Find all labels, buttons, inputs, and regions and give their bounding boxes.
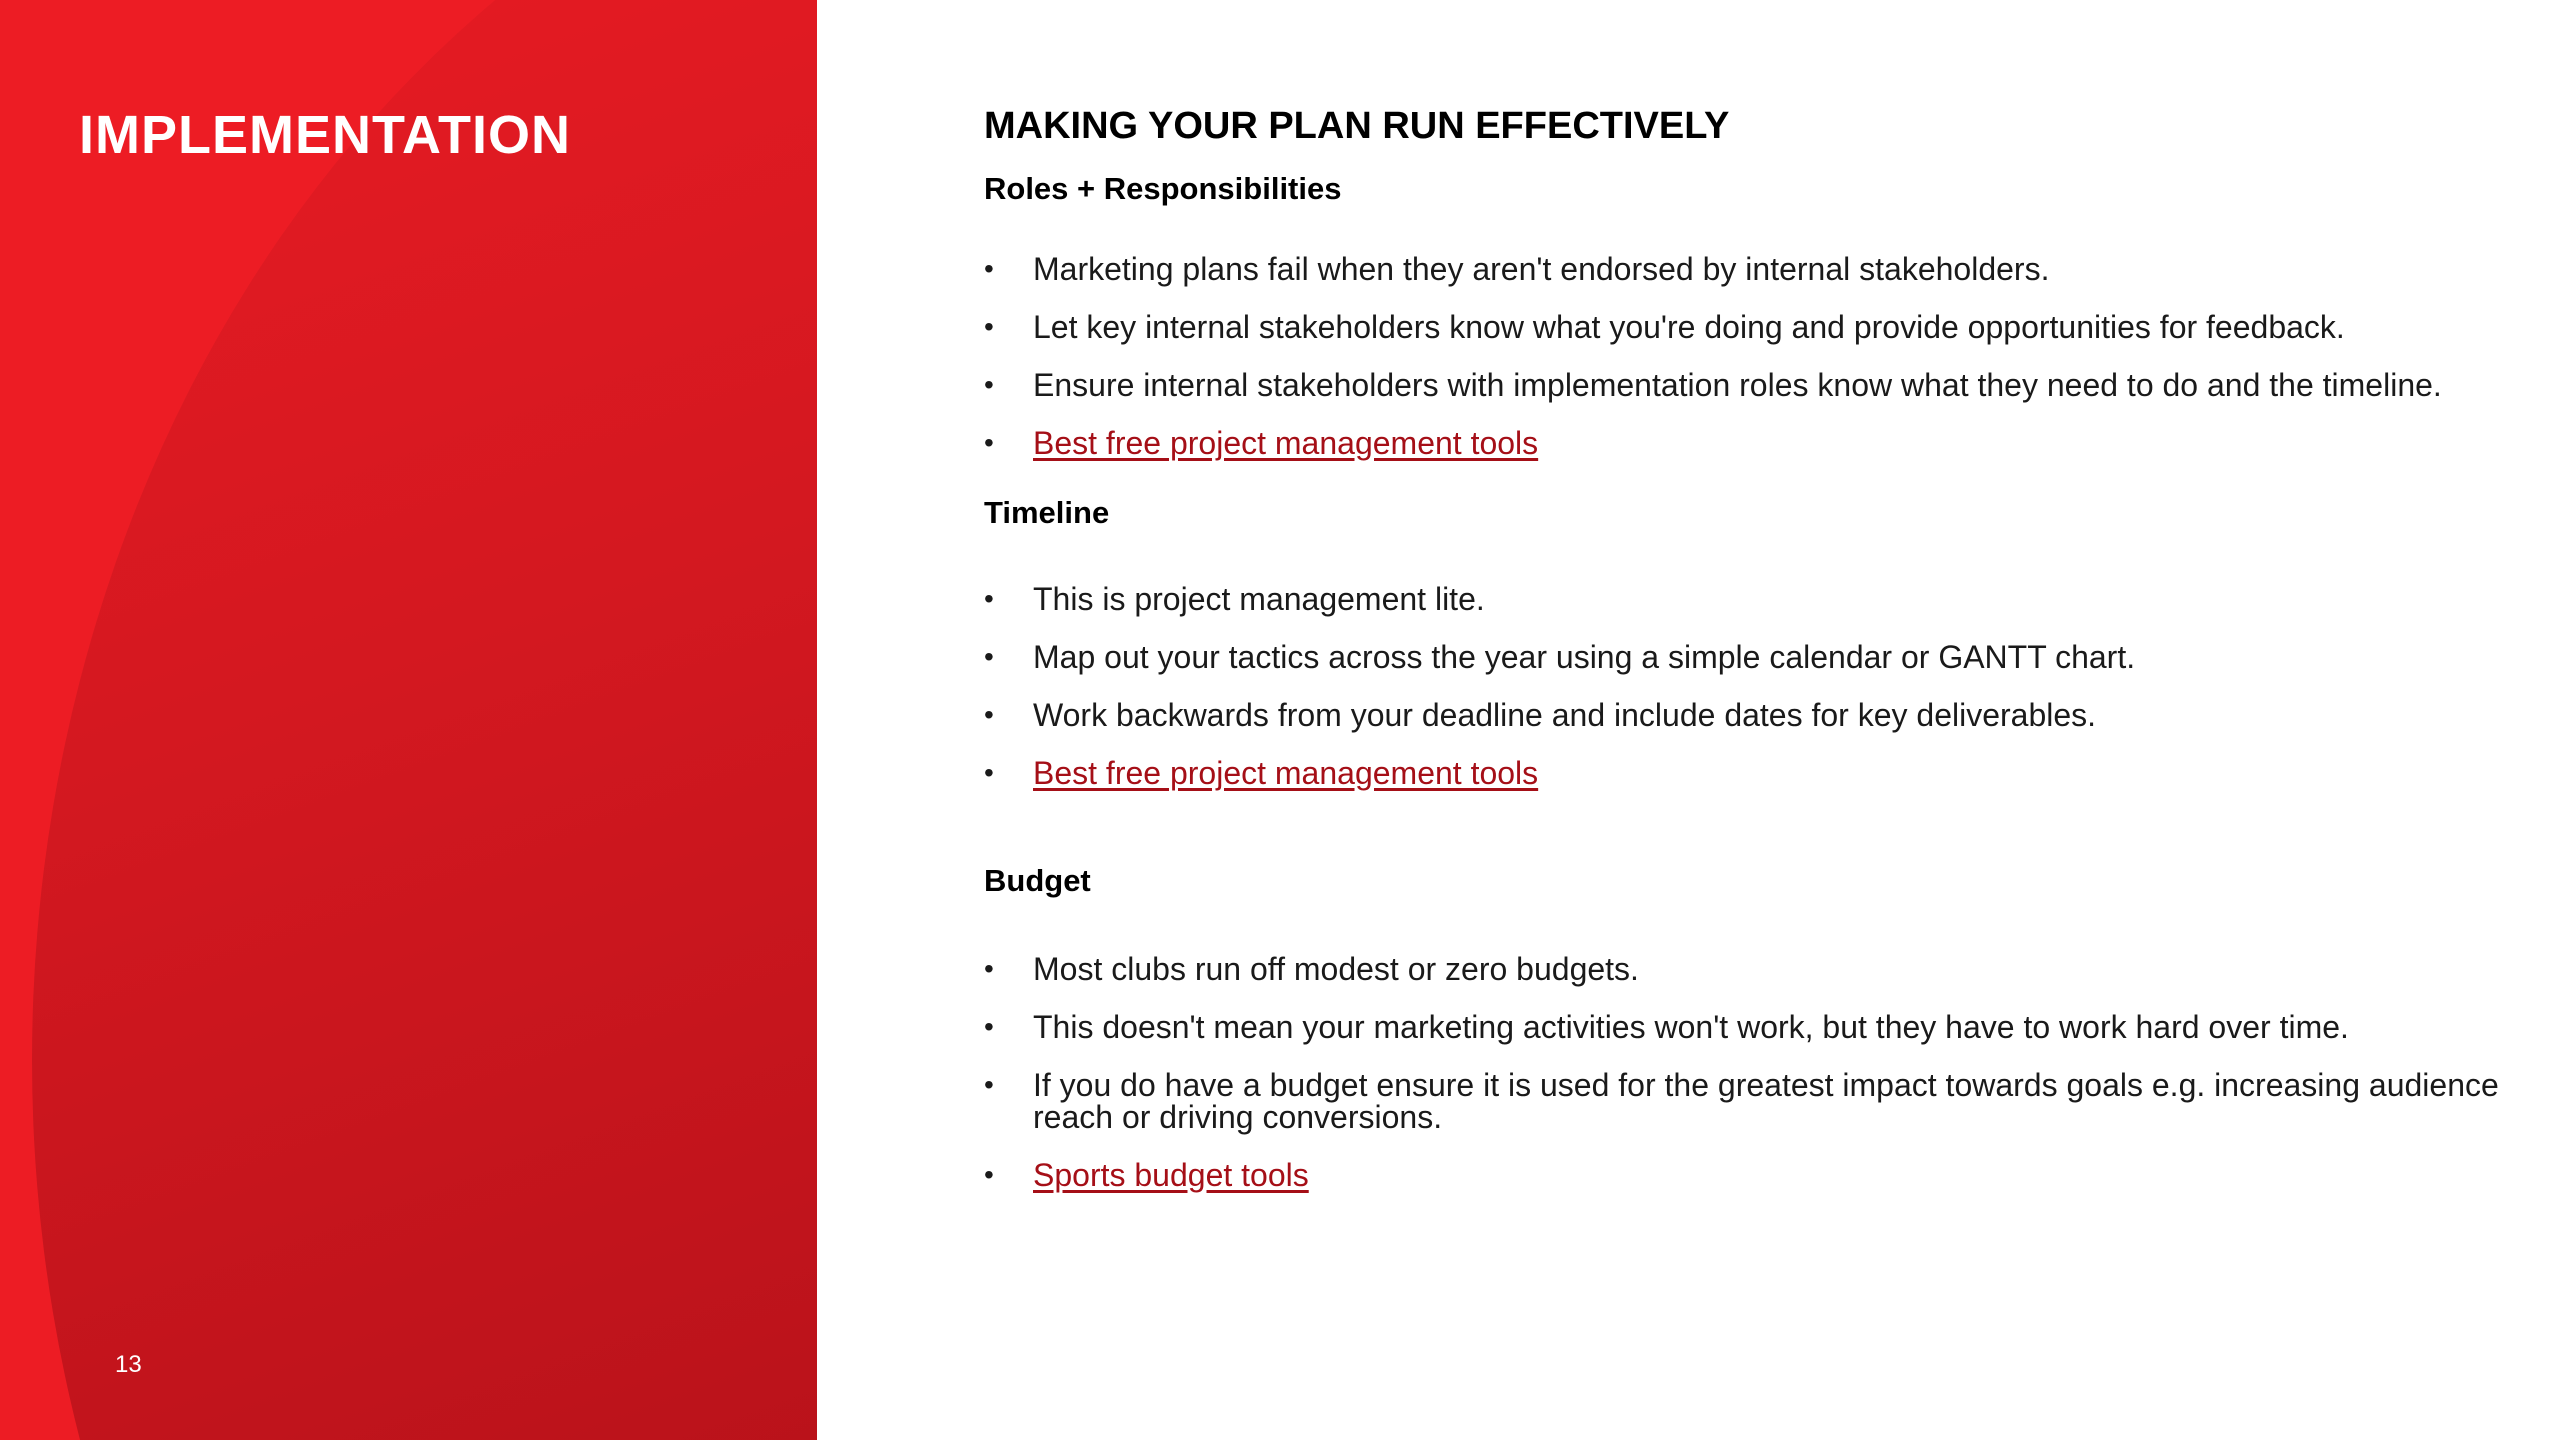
list-item: • Work backwards from your deadline and include dates for key deliverables. — [984, 699, 2514, 731]
list-item: • Most clubs run off modest or zero budgets. — [984, 953, 2514, 985]
list-item: • Let key internal stakeholders know what you're doing and provide opportunities for feedback. — [984, 311, 2514, 343]
list-item: • This doesn't mean your marketing activities won't work, but they have to work hard over time. — [984, 1011, 2514, 1043]
list-item: • Map out your tactics across the year using a simple calendar or GANTT chart. — [984, 641, 2514, 673]
page-number: 13 — [115, 1351, 142, 1378]
budget-list — [984, 953, 2514, 1191]
list-item: • If you do have a budget ensure it is used for the greatest impact towards goals e.g. increasing audience reach or driving conversions. — [984, 1069, 2514, 1133]
section-title: IMPLEMENTATION — [79, 105, 571, 165]
project-tools-link[interactable]: Best free project management tools — [1033, 755, 1539, 791]
budget-tools-link[interactable]: Sports budget tools — [1033, 1157, 1309, 1193]
list-item: • This is project management lite. — [984, 583, 2514, 615]
timeline-heading: Timeline — [984, 495, 1110, 530]
content-title: MAKING YOUR PLAN RUN EFFECTIVELY — [984, 105, 1730, 147]
list-item: • Ensure internal stakeholders with implementation roles know what they need to do and the timeline. — [984, 369, 2514, 401]
list-item-link — [984, 1159, 2514, 1191]
project-tools-link[interactable]: Best free project management tools — [1033, 425, 1539, 461]
roles-heading: Roles + Responsibilities — [984, 171, 1342, 206]
list-item-link — [984, 757, 2514, 789]
list-item: • Marketing plans fail when they aren't endorsed by internal stakeholders. — [984, 253, 2514, 285]
timeline-list — [984, 583, 2514, 789]
list-item-link — [984, 427, 2514, 459]
title-panel — [0, 0, 817, 1440]
roles-list — [984, 253, 2514, 459]
decorative-curve — [32, 0, 817, 1440]
budget-heading: Budget — [984, 863, 1091, 898]
content-area — [984, 103, 2514, 1217]
